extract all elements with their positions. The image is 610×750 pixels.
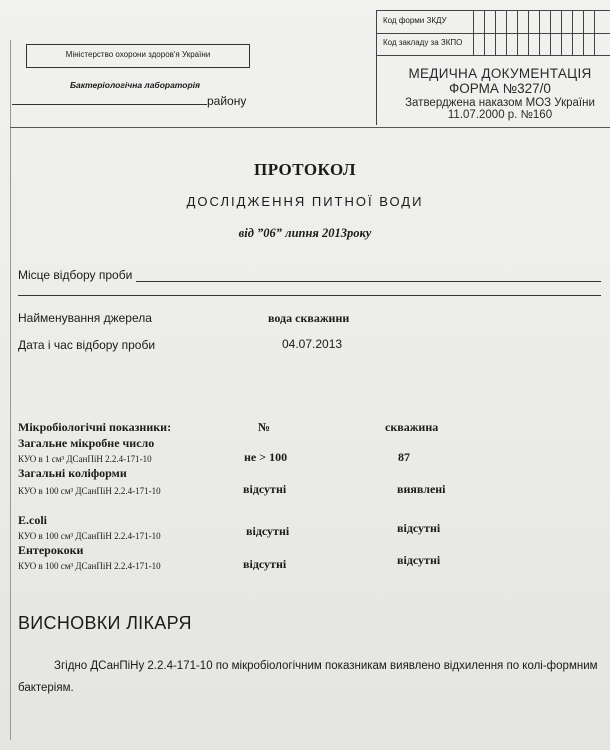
row-norm: відсутні <box>243 557 287 571</box>
row-value: виявлені <box>397 482 446 496</box>
row-unit: КУО в 1 см³ ДСанПіН 2.2.4-171-10 <box>18 454 152 464</box>
code-institution-cells <box>473 33 605 55</box>
row-norm: відсутні <box>243 482 287 496</box>
code-institution-row <box>377 33 610 56</box>
row-name: Ентерококи <box>18 543 84 557</box>
code-form-label: Код форми ЗКДУ <box>383 16 447 25</box>
form-info-line2: ФОРМА №327/0 <box>449 81 551 96</box>
form-info-line3: Затверджена наказом МОЗ України <box>405 97 595 109</box>
row-value: відсутні <box>397 521 441 535</box>
row-unit: КУО в 100 см³ ДСанПіН 2.2.4-171-10 <box>18 561 161 571</box>
row-name: E.coli <box>18 513 47 527</box>
source-name-value: вода скважини <box>268 311 350 325</box>
header-separator <box>10 127 610 128</box>
laboratory-label: Бактеріологічна лабораторія <box>70 80 201 90</box>
form-info-line1: МЕДИЧНА ДОКУМЕНТАЦІЯ <box>408 66 592 81</box>
row-value: 87 <box>398 450 410 464</box>
code-form-row <box>377 11 610 34</box>
conclusion-heading: ВИСНОВКИ ЛІКАРЯ <box>18 613 192 633</box>
conclusion-text: Згідно ДСанПіНу 2.2.4-171-10 по мікробіологічним показникам виявлено відхилення по колі-формним бактеріям. <box>18 660 598 694</box>
row-value: відсутні <box>397 553 441 567</box>
datetime-label: Дата і час відбору проби <box>18 338 156 352</box>
district-label: району <box>207 94 247 108</box>
form-info-line4: 11.07.2000 р. №160 <box>447 109 553 121</box>
micro-header-norm: № <box>258 420 271 434</box>
protocol-subtitle: ДОСЛІДЖЕННЯ ПИТНОЇ ВОДИ <box>186 194 424 209</box>
micro-header-label: Мікробіологічні показники: <box>18 420 172 434</box>
row-norm: не > 100 <box>244 450 288 464</box>
protocol-date: від ”06” липня 2013року <box>238 226 372 240</box>
row-norm: відсутні <box>246 524 290 538</box>
code-institution-label: Код закладу за ЗКПО <box>383 38 463 47</box>
ministry-box: Міністерство охорони здоров'я України <box>26 44 250 68</box>
source-name-label: Найменування джерела <box>18 311 152 325</box>
datetime-value: 04.07.2013 <box>282 337 343 351</box>
sampling-place-line <box>136 281 601 282</box>
codes-table <box>376 10 610 56</box>
page-margin-line <box>10 40 11 740</box>
header-divider <box>376 55 377 125</box>
sampling-place-label: Місце відбору проби <box>18 268 133 282</box>
sampling-place-line-2 <box>18 295 601 296</box>
row-unit: КУО в 100 см³ ДСанПіН 2.2.4-171-10 <box>18 486 161 496</box>
row-unit: КУО в 100 см³ ДСанПіН 2.2.4-171-10 <box>18 531 161 541</box>
code-form-cells <box>473 11 605 33</box>
protocol-title: ПРОТОКОЛ <box>253 160 356 179</box>
row-name: Загальне мікробне число <box>18 436 155 450</box>
laboratory-underline <box>12 104 207 105</box>
row-name: Загальні коліформи <box>18 466 127 480</box>
form-info <box>400 66 600 121</box>
micro-header-sample: скважина <box>385 420 439 434</box>
